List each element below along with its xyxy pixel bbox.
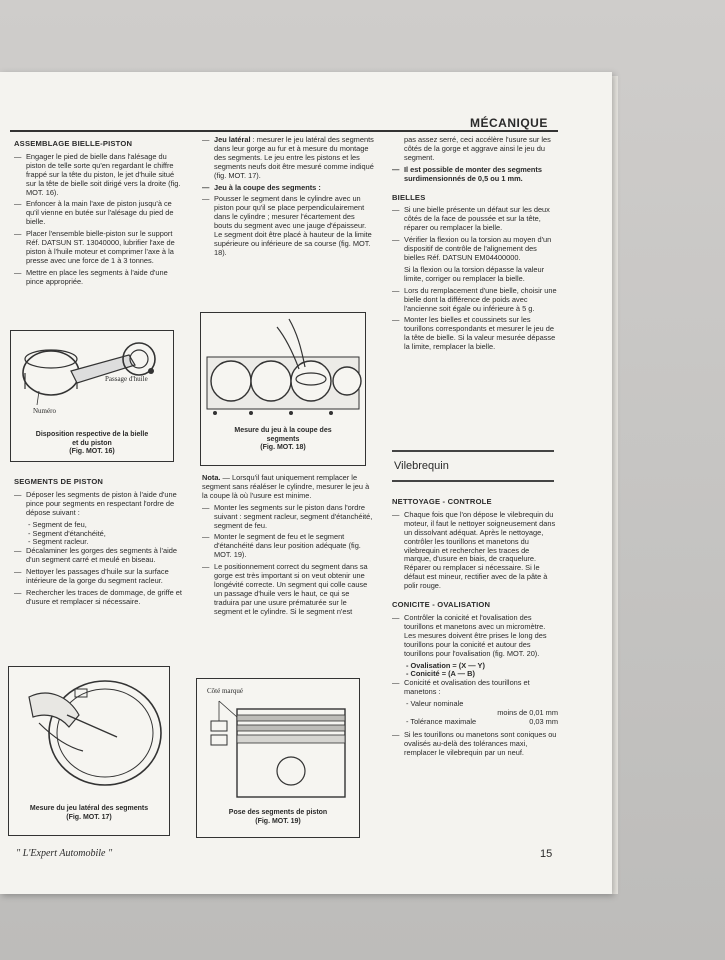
paragraph: — Monter les bielles et coussinets sur les tourillons correspondants et mesurer le jeu de la tête de bielle. Si la valeur mesurée dépasse la limite, remplacer la bielle. (392, 316, 558, 352)
value-tolerance: 0,03 mm (529, 716, 558, 726)
page-edge (612, 76, 618, 894)
paragraph (202, 136, 374, 181)
value-tolerance-row (392, 718, 558, 727)
heading-conicite: CONICITE - OVALISATION (392, 600, 491, 610)
paragraph: — Décalaminer les gorges des segments à l'aide d'un segment carré et meulé en biseau. (14, 547, 184, 565)
cylinder-block-illustration (201, 313, 365, 423)
column-1 (14, 136, 184, 290)
label-numero: Numéro (33, 407, 56, 415)
paragraph: — Vérifier la flexion ou la torsion au moyen d'un dispositif de contrôle de l'alignement des bielles Réf. DATSUN EM04400000. (392, 236, 558, 263)
caption-line: Mesure du jeu latéral des segments (29, 805, 149, 812)
paragraph: — Conicité et ovalisation des tourillons et manetons : (392, 679, 558, 697)
column-3 (392, 136, 558, 355)
value-nominal: moins de 0,01 mm (497, 708, 558, 718)
column-1-lower (14, 474, 184, 610)
paragraph: — Contrôler la conicité et l'ovalisation des tourillons et manetons avec un micromètre. Les mesures doivent être prises le long des tourillons pour la conicité et autour des tourillons pour l'ovalisation (fig. MOT. 20). (392, 614, 558, 659)
paragraph-bold: — Il est possible de monter des segments surdimensionnés de 0,5 ou 1 mm. (392, 166, 558, 184)
caption-line: (Fig. MOT. 16) (69, 448, 115, 455)
paragraph: — Engager le pied de bielle dans l'alésage du piston de telle sorte qu'en regardant le chiffre frappé sur la tête du piston, le jet d'huile situé sur la tête de bielle soit dirigé vers la droite (fig. MOT. 16). (14, 153, 184, 198)
page-number: 15 (540, 848, 553, 860)
header-rule (10, 130, 558, 132)
caption-line: segments (266, 435, 300, 443)
paragraph: — Lors du remplacement d'une bielle, choisir une bielle dont la différence de poids avec l'ancienne soit égale ou inférieure à 5 g. (392, 287, 558, 314)
paragraph: — Déposer les segments de piston à l'aide d'une pince pour segments en respectant l'ordre de dépose suivant : (14, 491, 184, 518)
column-2-lower (202, 474, 374, 620)
figure-mot-16 (10, 330, 174, 462)
section-rule-bottom (392, 480, 554, 482)
paragraph: — Enfoncer à la main l'axe de piston jusqu'à ce qu'il vienne en butée sur l'alésage du pied de bielle. (14, 200, 184, 227)
note-text: — Lorsqu'il faut uniquement remplacer le segment sans réaléser le cylindre, mesurer le jeu à la coupe là où l'usure est minime. (202, 473, 370, 500)
list-item: - Segment d'étanchéité, (28, 528, 106, 538)
formula-ovalisation: - Ovalisation = (X — Y) (406, 660, 485, 670)
label-cote-marque: Côté marqué (207, 687, 243, 695)
note (202, 474, 374, 501)
figure-mot-17 (8, 666, 170, 836)
paragraph: pas assez serré, ceci accélère l'usure sur les côtés de la gorge et aggrave ainsi le jeu du segment. (404, 135, 551, 162)
label-passage-huile: Passage d'huile (105, 375, 148, 383)
section-header: MÉCANIQUE (470, 116, 548, 130)
value-nominal-label: - Valeur nominale (406, 699, 464, 709)
caption-line: Pose des segments de piston (228, 809, 328, 816)
heading-assemblage: ASSEMBLAGE BIELLE-PISTON (14, 139, 133, 148)
paragraph: — Si les tourillons ou manetons sont coniques ou ovalisés au-delà des tolérances maxi, remplacer le vilebrequin par un neuf. (392, 731, 558, 758)
caption-line: (Fig. MOT. 17) (66, 813, 112, 821)
column-2 (202, 136, 374, 261)
note-label: Nota. (202, 473, 221, 482)
paragraph: — Nettoyer les passages d'huile sur la surface intérieure de la gorge du segment racleur. (14, 568, 184, 586)
section-rule-top (392, 450, 554, 452)
paragraph: — Monter le segment de feu et le segment d'étanchéité dans leur position adéquate (fig. MOT. 19). (202, 533, 374, 560)
list-item: - Segment de feu, (28, 519, 87, 529)
piston-rings-illustration (197, 679, 359, 803)
paragraph: Si la flexion ou la torsion dépasse la valeur limite, corriger ou remplacer la bielle. (404, 264, 545, 283)
paragraph: — Monter les segments sur le piston dans l'ordre suivant : segment racleur, segment d'étanchéité, segment de feu. (202, 504, 374, 531)
paragraph: — Placer l'ensemble bielle-piston sur le support Réf. DATSUN ST. 13040000, lubrifier l'axe de piston à l'huile moteur et comprimer l'axe à la presse avec une force de 1 à 3 tonnes. (14, 230, 184, 266)
bold-term: Jeu latéral (214, 135, 251, 144)
figure-caption (11, 431, 173, 457)
caption-line: (Fig. MOT. 18) (260, 444, 306, 451)
paragraph: — Mettre en place les segments à l'aide d'une pince appropriée. (14, 269, 184, 287)
paragraph: — Rechercher les traces de dommage, de griffe et d'usure et remplacer si nécessaire. (14, 589, 184, 607)
figure-mot-19 (196, 678, 360, 838)
feeler-gauge-illustration (9, 667, 169, 797)
section-title-vilebrequin: Vilebrequin (394, 460, 449, 472)
caption-line: Disposition respective de la bielle (35, 431, 149, 438)
formula-conicite: - Conicité = (A — B) (406, 669, 475, 679)
figure-caption (9, 805, 169, 822)
footer-publication: " L'Expert Automobile " (16, 848, 113, 859)
caption-line: Mesure du jeu à la coupe des (234, 427, 332, 434)
list-item: - Segment racleur. (28, 537, 89, 547)
heading-bielles: BIELLES (392, 192, 426, 202)
paragraph-heading: — Jeu à la coupe des segments : (202, 184, 374, 193)
heading-nettoyage: NETTOYAGE - CONTROLE (392, 497, 492, 506)
figure-caption (197, 809, 359, 826)
figure-caption (201, 427, 365, 453)
figure-mot-18 (200, 312, 366, 466)
paragraph: — Pousser le segment dans le cylindre avec un piston pour qu'il se place perpendiculairement dans le cylindre ; mesurer l'écartement des bouts du segment avec une jauge d'épaisseur. Le segment doit être placé à hauteur de la limite supérieure ou inférieure de sa course (fig. MOT. 18). (202, 195, 374, 257)
paragraph-text: : mesurer le jeu latéral des segments dans leur gorge au fur et à mesure du montage des segments. Le jeu entre les pistons et les segments neufs doit être mesuré comme indiqué (fig. MOT. 17). (214, 135, 374, 180)
caption-line: et du piston (72, 439, 112, 447)
column-3-lower (392, 494, 558, 761)
paragraph: — Si une bielle présente un défaut sur les deux côtés de la face de poussée et sur la tête, réparer ou remplacer la bielle. (392, 206, 558, 233)
book-page (0, 72, 612, 894)
paragraph: — Chaque fois que l'on dépose le vilebrequin du moteur, il faut le nettoyer soigneusement dans un dissolvant adéquat. Après le nettoyage, contrôler les tourillons et manetons du vilebrequin et rechercher les traces de marque, d'usure en biais, de craquelure. Réparer ou remplacer si nécessaire. Si le défaut est mineur, rectifier avec de la pâte à polir rouge. (392, 511, 558, 591)
caption-line: (Fig. MOT. 19) (255, 817, 301, 825)
value-tolerance-label: - Tolérance maximale (406, 716, 477, 726)
paragraph: — Le positionnement correct du segment dans sa gorge est très important si on veut obtenir une longévité correcte. Un segment qui colle cause un passage d'huile vers le haut, ce qui se traduira par une usure prématurée sur le segment et le cylindre. Si le segment n'est (202, 563, 374, 616)
heading-segments: SEGMENTS DE PISTON (14, 477, 104, 486)
